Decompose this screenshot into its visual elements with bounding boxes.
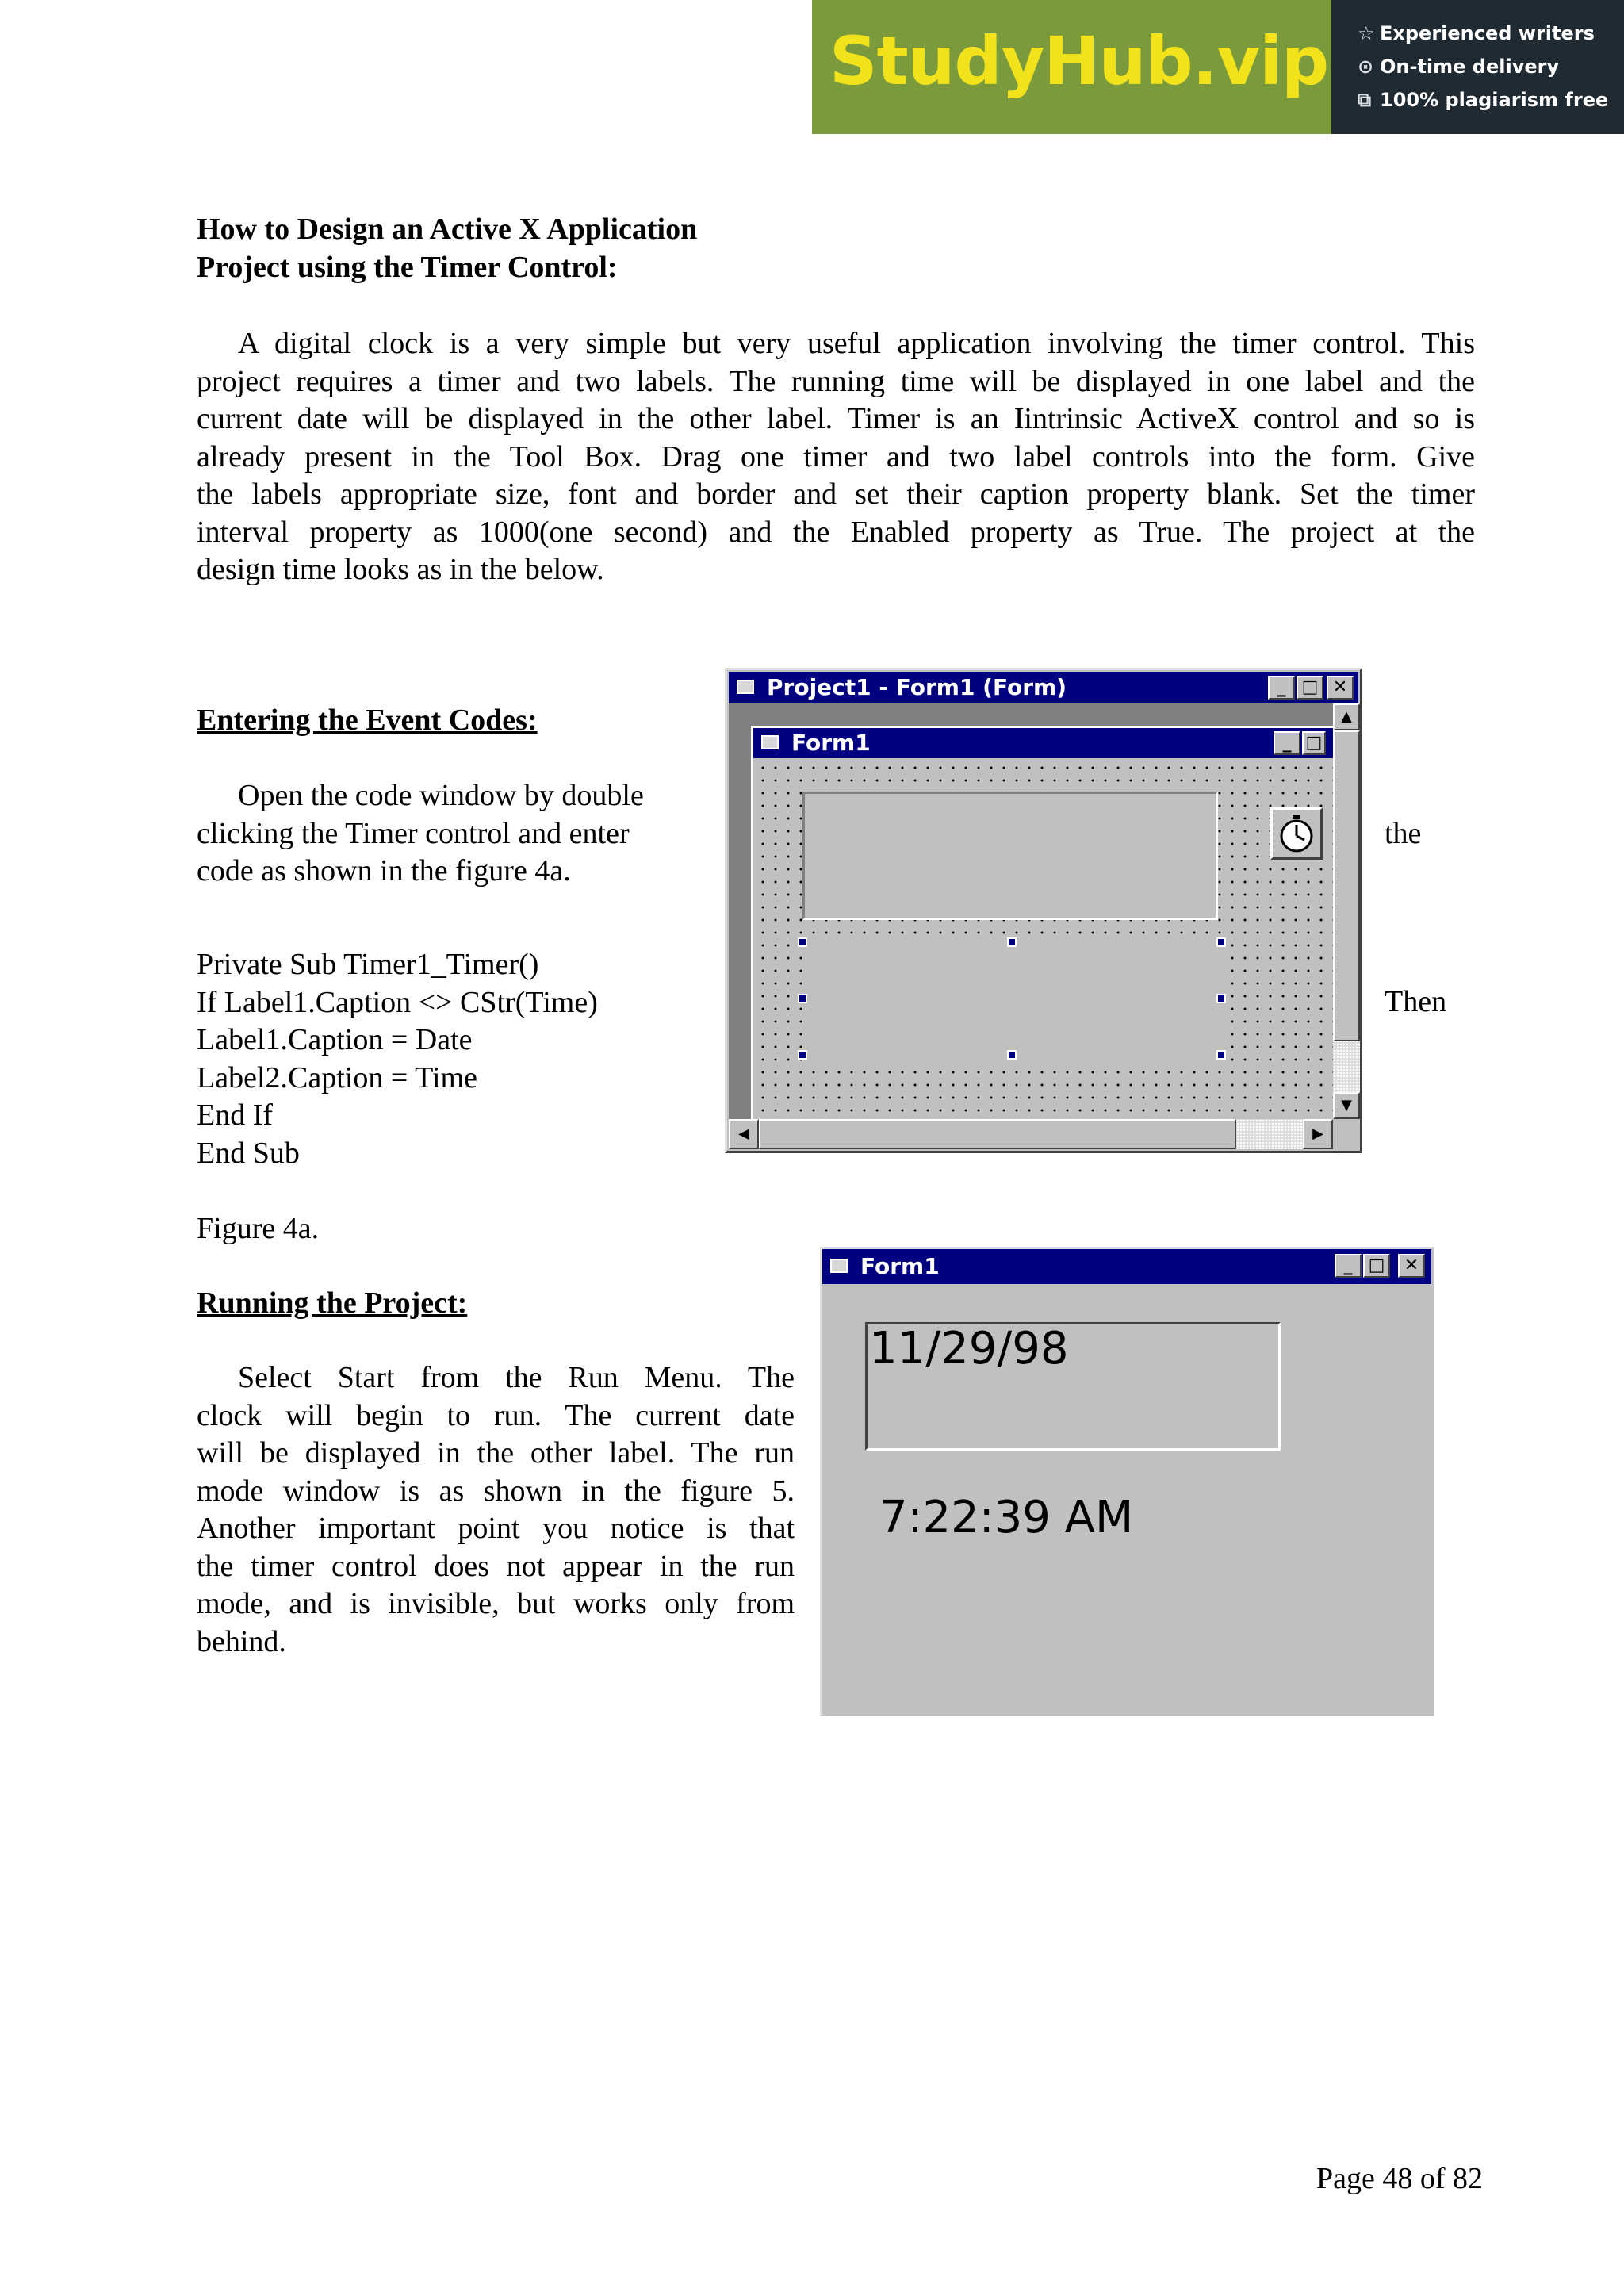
code-listing bbox=[197, 946, 598, 1172]
form1-designer-title: Form1 bbox=[791, 730, 871, 756]
feature-on-time-delivery: ⊙ On-time delivery bbox=[1358, 56, 1560, 78]
maximize-button[interactable]: □ bbox=[1297, 676, 1323, 700]
studyhub-banner[interactable] bbox=[812, 0, 1624, 134]
form-maximize-button[interactable]: □ bbox=[1302, 731, 1326, 755]
maximize-button[interactable]: □ bbox=[1363, 1254, 1390, 1278]
resize-handle[interactable] bbox=[1007, 937, 1017, 947]
code-line: Private Sub Timer1_Timer() bbox=[197, 948, 539, 981]
run-window[interactable] bbox=[820, 1247, 1434, 1716]
resize-handle[interactable] bbox=[1216, 994, 1226, 1003]
running-heading: Running the Project: bbox=[197, 1286, 468, 1320]
stray-word-then: Then bbox=[1385, 985, 1447, 1018]
code-line: Label1.Caption = Date bbox=[197, 1023, 473, 1056]
resize-handle[interactable] bbox=[798, 994, 807, 1003]
label2-control[interactable] bbox=[802, 943, 1223, 1065]
resize-handle[interactable] bbox=[1216, 937, 1226, 947]
page-heading: How to Design an Active X Application Project using the Timer Control: bbox=[197, 213, 698, 284]
horizontal-scroll-thumb[interactable] bbox=[759, 1119, 1236, 1149]
run-window-titlebar[interactable] bbox=[822, 1249, 1431, 1284]
label1-control[interactable] bbox=[802, 792, 1218, 920]
resize-handle[interactable] bbox=[798, 1050, 807, 1060]
design-window[interactable] bbox=[725, 668, 1362, 1153]
size-grip[interactable] bbox=[1333, 1119, 1360, 1149]
close-button[interactable]: ✕ bbox=[1327, 676, 1354, 700]
timer-control[interactable] bbox=[1270, 807, 1323, 860]
design-window-title: Project1 - Form1 (Form) bbox=[767, 674, 1067, 700]
form1-designer[interactable] bbox=[751, 726, 1333, 1119]
event-codes-paragraph: Open the code window by double clicking the Timer control and enter code as shown in the figure 4a. bbox=[197, 779, 644, 887]
resize-handle[interactable] bbox=[1007, 1050, 1017, 1060]
clock-icon: ⊙ bbox=[1358, 56, 1374, 78]
resize-handle[interactable] bbox=[1216, 1050, 1226, 1060]
close-button[interactable]: ✕ bbox=[1398, 1254, 1425, 1278]
page-number: Page 48 of 82 bbox=[1316, 2162, 1484, 2195]
copy-icon: ⧉ bbox=[1358, 89, 1372, 111]
form-icon bbox=[761, 735, 779, 749]
code-line: Label2.Caption = Time bbox=[197, 1060, 477, 1094]
window-icon bbox=[737, 680, 754, 694]
intro-paragraph: A digital clock is a very simple but very useful application involving the timer control. This project requires a timer and two labels. The running time will be displayed in one label and the current date will be displayed in the other label. Timer is an Iintrinsic ActiveX control and so is already present in the Tool Box. Drag one timer and two label controls into the form. Give the labels appropriate size, font and border and set their caption property blank. Set the timer interval property as 1000(one second) and the Enabled property as True. The project at the design time looks as in the below. bbox=[197, 327, 1475, 586]
minimize-button[interactable]: _ bbox=[1335, 1254, 1362, 1278]
figure-caption: Figure 4a. bbox=[197, 1212, 320, 1245]
minimize-button[interactable]: _ bbox=[1268, 676, 1295, 700]
vertical-scroll-thumb[interactable] bbox=[1333, 730, 1360, 1041]
scroll-right-button[interactable]: ▶ bbox=[1303, 1119, 1333, 1149]
form-grid-surface[interactable] bbox=[753, 758, 1333, 1119]
horizontal-scrollbar[interactable] bbox=[729, 1119, 1333, 1149]
code-line: If Label1.Caption <> CStr(Time) bbox=[197, 985, 598, 1019]
date-value: 11/29/98 bbox=[869, 1323, 1069, 1374]
resize-handle[interactable] bbox=[798, 937, 807, 947]
feature-experienced-writers: ☆ Experienced writers bbox=[1358, 22, 1595, 44]
scroll-left-button[interactable]: ◀ bbox=[729, 1119, 759, 1149]
vertical-scrollbar[interactable] bbox=[1333, 703, 1360, 1119]
stopwatch-icon bbox=[1273, 810, 1320, 857]
scroll-up-button[interactable]: ▲ bbox=[1333, 703, 1360, 730]
code-line: End If bbox=[197, 1098, 274, 1132]
code-line: End Sub bbox=[197, 1136, 300, 1170]
stray-word-the: the bbox=[1385, 817, 1422, 850]
scroll-down-button[interactable]: ▼ bbox=[1333, 1092, 1360, 1119]
feature-plagiarism-free: ⧉ 100% plagiarism free bbox=[1358, 89, 1609, 111]
design-window-titlebar[interactable] bbox=[729, 672, 1358, 703]
form-minimize-button[interactable]: _ bbox=[1274, 731, 1300, 755]
event-codes-heading: Entering the Event Codes: bbox=[197, 703, 538, 737]
form1-designer-titlebar[interactable] bbox=[753, 728, 1333, 758]
run-window-title: Form1 bbox=[860, 1253, 940, 1279]
date-label bbox=[865, 1322, 1281, 1451]
studyhub-logo[interactable]: StudyHub.vip bbox=[829, 22, 1329, 100]
star-icon: ☆ bbox=[1358, 22, 1375, 44]
time-label: 7:22:39 AM bbox=[879, 1492, 1134, 1543]
running-paragraph: Select Start from the Run Menu. The clock will begin to run. The current date will be displayed in the other label. The run mode window is as shown in the figure 5. Another important point you notice is that the timer control does not appear in the run mode, and is invisible, but works only from behind. bbox=[197, 1361, 795, 1658]
form-icon bbox=[830, 1259, 848, 1273]
